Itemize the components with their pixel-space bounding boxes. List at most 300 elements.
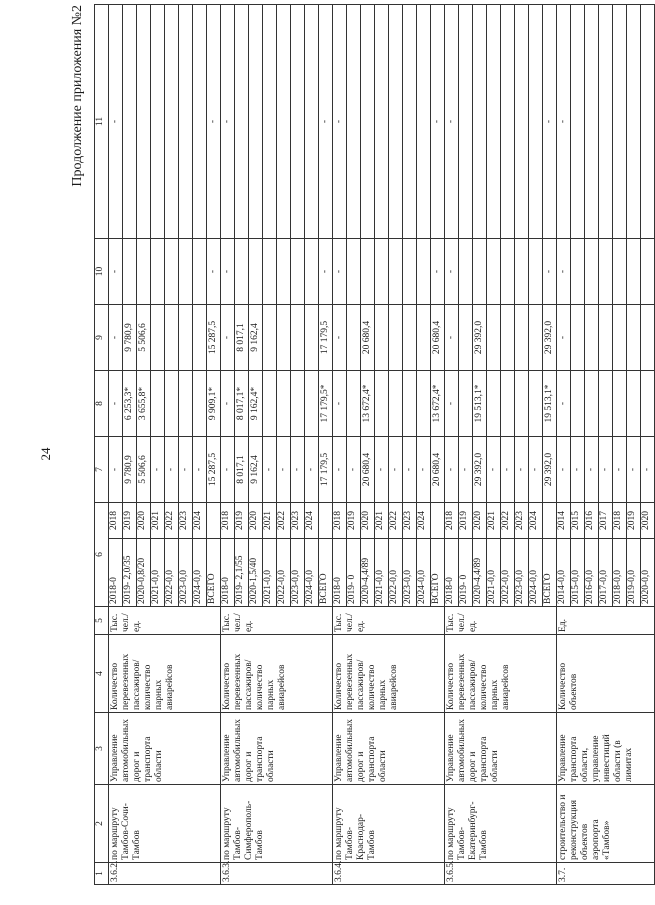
year-label: 2022 xyxy=(501,503,515,539)
year-value: ВСЕГО xyxy=(543,539,557,607)
col8-value xyxy=(417,371,431,437)
col9-value xyxy=(305,305,319,371)
year-value: 2020-4,4/89 xyxy=(361,539,375,607)
year-label: 2020 xyxy=(249,503,263,539)
col7-value: - xyxy=(501,437,515,503)
item-name: по маршруту Тамбов-Краснодар-Тамбов xyxy=(333,785,445,863)
col10-value: - xyxy=(431,239,445,305)
year-label xyxy=(431,503,445,539)
year-label: 2024 xyxy=(529,503,543,539)
col8-value xyxy=(627,371,641,437)
col7-value: - xyxy=(585,437,599,503)
col9-value xyxy=(613,305,627,371)
col8-value xyxy=(291,371,305,437)
year-label: 2016 xyxy=(585,503,599,539)
col7-value: - xyxy=(347,437,361,503)
col9-value xyxy=(179,305,193,371)
col8-value xyxy=(515,371,529,437)
col11-value xyxy=(389,5,403,239)
year-label: 2018 xyxy=(445,503,459,539)
header-cell-5: 5 xyxy=(95,607,109,635)
item-executor: Управление автомобильных дорог и транспорта области xyxy=(445,713,557,785)
table-row xyxy=(221,5,235,885)
col9-value: - xyxy=(445,305,459,371)
year-value: 2023-0,0 xyxy=(291,539,305,607)
year-value: 2018-0 xyxy=(445,539,459,607)
col11-value xyxy=(361,5,375,239)
header-cell-2: 2 xyxy=(95,785,109,863)
year-value: ВСЕГО xyxy=(207,539,221,607)
col8-value: 13 672,4* xyxy=(361,371,375,437)
col9-value xyxy=(487,305,501,371)
col9-value xyxy=(277,305,291,371)
table-row xyxy=(557,5,571,885)
col9-value: - xyxy=(221,305,235,371)
col11-value: - xyxy=(221,5,235,239)
col8-value xyxy=(571,371,585,437)
col8-value: - xyxy=(109,371,123,437)
col7-value: 20 680,4 xyxy=(431,437,445,503)
col9-value xyxy=(501,305,515,371)
year-label: 2019 xyxy=(347,503,361,539)
col8-value: - xyxy=(557,371,571,437)
item-number: 3.6.4. xyxy=(333,863,445,885)
col9-value: 15 287,5 xyxy=(207,305,221,371)
header-cell-9: 9 xyxy=(95,305,109,371)
appendix-caption: Продолжение приложения №2 xyxy=(70,5,85,187)
col8-value: - xyxy=(221,371,235,437)
col8-value xyxy=(151,371,165,437)
col7-value: - xyxy=(599,437,613,503)
year-label xyxy=(543,503,557,539)
col9-value: - xyxy=(557,305,571,371)
col8-value xyxy=(389,371,403,437)
item-unit: Тыс. чел./ ед. xyxy=(109,607,221,635)
col7-value: - xyxy=(417,437,431,503)
year-value: 2019-0,0 xyxy=(627,539,641,607)
year-label: 2024 xyxy=(305,503,319,539)
header-cell-1: 1 xyxy=(95,863,109,885)
col10-value xyxy=(361,239,375,305)
col8-value: 3 655,8* xyxy=(137,371,151,437)
col9-value: 20 680,4 xyxy=(361,305,375,371)
item-unit: Ед. xyxy=(557,607,655,635)
col9-value xyxy=(263,305,277,371)
col7-value: - xyxy=(291,437,305,503)
col10-value: - xyxy=(445,239,459,305)
col10-value: - xyxy=(319,239,333,305)
col8-value xyxy=(403,371,417,437)
col9-value xyxy=(529,305,543,371)
item-name: по маршруту Тамбов-Сочи-Тамбов xyxy=(109,785,221,863)
year-label: 2019 xyxy=(235,503,249,539)
year-value: 2020-0,8/20 xyxy=(137,539,151,607)
item-unit: Тыс. чел./ ед. xyxy=(333,607,445,635)
col10-value: - xyxy=(109,239,123,305)
col8-value xyxy=(529,371,543,437)
year-value: 2021-0,0 xyxy=(151,539,165,607)
col7-value: - xyxy=(221,437,235,503)
col8-value: 9 162,4* xyxy=(249,371,263,437)
year-value: 2023-0,0 xyxy=(515,539,529,607)
col11-value: - xyxy=(431,5,445,239)
col10-value xyxy=(263,239,277,305)
col11-value xyxy=(305,5,319,239)
col11-value xyxy=(263,5,277,239)
col11-value: - xyxy=(543,5,557,239)
header-cell-10: 10 xyxy=(95,239,109,305)
col7-value: - xyxy=(333,437,347,503)
year-label: 2024 xyxy=(193,503,207,539)
col10-value xyxy=(599,239,613,305)
col9-value xyxy=(571,305,585,371)
year-value: 2024-0,0 xyxy=(529,539,543,607)
year-value: ВСЕГО xyxy=(319,539,333,607)
col9-value xyxy=(193,305,207,371)
header-row xyxy=(95,5,109,885)
col9-value xyxy=(291,305,305,371)
col7-value: - xyxy=(613,437,627,503)
col9-value xyxy=(375,305,389,371)
table-row xyxy=(333,5,347,885)
col9-value xyxy=(403,305,417,371)
item-number: 3.6.3. xyxy=(221,863,333,885)
col8-value xyxy=(277,371,291,437)
item-name: по маршруту Тамбов-Екатеринбург-Тамбов xyxy=(445,785,557,863)
col8-value xyxy=(459,371,473,437)
col10-value: - xyxy=(333,239,347,305)
col8-value: 17 179,5* xyxy=(319,371,333,437)
year-value: 2019- 2,1/55 xyxy=(235,539,249,607)
col10-value xyxy=(459,239,473,305)
year-label: 2021 xyxy=(151,503,165,539)
col9-value xyxy=(347,305,361,371)
col10-value xyxy=(165,239,179,305)
col9-value: 5 506,6 xyxy=(137,305,151,371)
year-value: 2022-0,0 xyxy=(277,539,291,607)
col7-value: - xyxy=(179,437,193,503)
col11-value: - xyxy=(333,5,347,239)
col11-value xyxy=(165,5,179,239)
item-indicator: Количество перевезенных пассажиров/ количество парных авиарейсов xyxy=(221,635,333,713)
year-label: 2018 xyxy=(333,503,347,539)
col8-value: 8 017,1* xyxy=(235,371,249,437)
col11-value xyxy=(347,5,361,239)
header-cell-6: 6 xyxy=(95,503,109,607)
item-executor: Управление автомобильных дорог и транспорта области xyxy=(221,713,333,785)
col10-value: - xyxy=(221,239,235,305)
item-indicator: Количество перевезенных пассажиров/количество парных авиарейсов xyxy=(445,635,557,713)
col10-value xyxy=(585,239,599,305)
col11-value xyxy=(291,5,305,239)
col11-value xyxy=(193,5,207,239)
item-executor: Управление транспорта области, управление инвестиций области (в лимитах xyxy=(557,713,655,785)
year-label: 2023 xyxy=(403,503,417,539)
year-value: 2023-0,0 xyxy=(403,539,417,607)
col10-value xyxy=(123,239,137,305)
col10-value xyxy=(501,239,515,305)
year-label xyxy=(207,503,221,539)
col9-value xyxy=(515,305,529,371)
col9-value xyxy=(459,305,473,371)
col10-value xyxy=(375,239,389,305)
year-value: 2023-0,0 xyxy=(179,539,193,607)
item-indicator: Количество перевезенных пассажиров/количество парных авиарейсов xyxy=(333,635,445,713)
col8-value: - xyxy=(445,371,459,437)
col11-value: - xyxy=(445,5,459,239)
col7-value: 29 392,0 xyxy=(473,437,487,503)
year-value: 2022-0,0 xyxy=(501,539,515,607)
item-name: строительство и реконструкция объектов аэропорта «Тамбов» xyxy=(557,785,655,863)
col10-value xyxy=(529,239,543,305)
col10-value xyxy=(235,239,249,305)
col7-value: - xyxy=(459,437,473,503)
col9-value xyxy=(585,305,599,371)
col10-value xyxy=(417,239,431,305)
col8-value xyxy=(263,371,277,437)
col9-value xyxy=(599,305,613,371)
col11-value xyxy=(403,5,417,239)
col8-value xyxy=(165,371,179,437)
col8-value: - xyxy=(333,371,347,437)
item-unit: Тыс. чел./ ед. xyxy=(445,607,557,635)
header-cell-8: 8 xyxy=(95,371,109,437)
year-value: 2022-0,0 xyxy=(165,539,179,607)
col7-value: - xyxy=(263,437,277,503)
col7-value: 17 179,5 xyxy=(319,437,333,503)
col9-value: 29 392,0 xyxy=(473,305,487,371)
col7-value: - xyxy=(305,437,319,503)
year-label: 2023 xyxy=(179,503,193,539)
col9-value: 9 780,9 xyxy=(123,305,137,371)
year-value: 2021-0,0 xyxy=(263,539,277,607)
year-label: 2021 xyxy=(487,503,501,539)
col7-value: - xyxy=(571,437,585,503)
year-value: 2019- 0 xyxy=(459,539,473,607)
col8-value: 19 513,1* xyxy=(473,371,487,437)
col8-value: 19 513,1* xyxy=(543,371,557,437)
col7-value: 8 017,1 xyxy=(235,437,249,503)
year-value: 2019- 2,0/35 xyxy=(123,539,137,607)
col9-value: 8 017,1 xyxy=(235,305,249,371)
rotated-page xyxy=(70,5,652,885)
col11-value xyxy=(375,5,389,239)
year-label: 2022 xyxy=(389,503,403,539)
col7-value: - xyxy=(375,437,389,503)
col7-value: - xyxy=(487,437,501,503)
col7-value: 9 162,4 xyxy=(249,437,263,503)
year-label: 2020 xyxy=(473,503,487,539)
col10-value xyxy=(613,239,627,305)
year-label: 2015 xyxy=(571,503,585,539)
col11-value xyxy=(515,5,529,239)
col10-value xyxy=(473,239,487,305)
col7-value: 5 506,6 xyxy=(137,437,151,503)
year-value: 2016-0,0 xyxy=(585,539,599,607)
year-value: 2021-0,0 xyxy=(375,539,389,607)
year-value: 2021-0,0 xyxy=(487,539,501,607)
col9-value: - xyxy=(333,305,347,371)
col7-value: - xyxy=(165,437,179,503)
col11-value xyxy=(235,5,249,239)
year-value: 2024-0,0 xyxy=(193,539,207,607)
col10-value xyxy=(249,239,263,305)
year-label: 2019 xyxy=(459,503,473,539)
col11-value xyxy=(627,5,641,239)
col7-value: - xyxy=(109,437,123,503)
col11-value xyxy=(277,5,291,239)
col11-value xyxy=(249,5,263,239)
col8-value xyxy=(305,371,319,437)
col9-value: 20 680,4 xyxy=(431,305,445,371)
table-row xyxy=(445,5,459,885)
year-value: 2018-0 xyxy=(109,539,123,607)
col11-value: - xyxy=(557,5,571,239)
col9-value xyxy=(627,305,641,371)
year-value: 2018-0,0 xyxy=(613,539,627,607)
header-cell-4: 4 xyxy=(95,635,109,713)
col10-value: - xyxy=(557,239,571,305)
year-label: 2020 xyxy=(137,503,151,539)
year-label xyxy=(319,503,333,539)
item-indicator: Количество объектов xyxy=(557,635,655,713)
col8-value: 9 909,1* xyxy=(207,371,221,437)
col9-value: 17 179,5 xyxy=(319,305,333,371)
header-cell-7: 7 xyxy=(95,437,109,503)
col11-value xyxy=(417,5,431,239)
col8-value: 13 672,4* xyxy=(431,371,445,437)
year-value: 2024-0,0 xyxy=(417,539,431,607)
year-value: 2015-0,0 xyxy=(571,539,585,607)
col8-value xyxy=(193,371,207,437)
col8-value xyxy=(613,371,627,437)
col9-value: 9 162,4 xyxy=(249,305,263,371)
item-executor: Управление автомобильных дорог и транспорта области xyxy=(333,713,445,785)
col11-value xyxy=(571,5,585,239)
year-label: 2020 xyxy=(361,503,375,539)
col10-value: - xyxy=(207,239,221,305)
col7-value: 29 392,0 xyxy=(543,437,557,503)
col10-value: - xyxy=(543,239,557,305)
col10-value xyxy=(641,239,655,305)
col11-value xyxy=(459,5,473,239)
header-cell-3: 3 xyxy=(95,713,109,785)
col9-value: - xyxy=(109,305,123,371)
col11-value: - xyxy=(319,5,333,239)
item-number: 3.7. xyxy=(557,863,655,885)
col11-value xyxy=(613,5,627,239)
item-executor: Управление автомобильных дорог и транспорта области xyxy=(109,713,221,785)
col11-value xyxy=(501,5,515,239)
col10-value xyxy=(179,239,193,305)
year-label: 2023 xyxy=(291,503,305,539)
col11-value xyxy=(585,5,599,239)
year-label: 2019 xyxy=(123,503,137,539)
col7-value: 20 680,4 xyxy=(361,437,375,503)
col7-value: - xyxy=(641,437,655,503)
item-unit: Тыс. чел./ ед. xyxy=(221,607,333,635)
year-label: 2014 xyxy=(557,503,571,539)
item-name: по маршруту Тамбов-Симферополь-Тамбов xyxy=(221,785,333,863)
col10-value xyxy=(291,239,305,305)
col10-value xyxy=(305,239,319,305)
col8-value: 6 253,3* xyxy=(123,371,137,437)
col8-value xyxy=(501,371,515,437)
col8-value xyxy=(179,371,193,437)
col11-value xyxy=(473,5,487,239)
item-number: 3.6.5. xyxy=(445,863,557,885)
col9-value xyxy=(165,305,179,371)
col7-value: - xyxy=(627,437,641,503)
year-value: ВСЕГО xyxy=(431,539,445,607)
col8-value xyxy=(487,371,501,437)
col11-value xyxy=(137,5,151,239)
col10-value xyxy=(487,239,501,305)
year-label: 2018 xyxy=(221,503,235,539)
col8-value xyxy=(375,371,389,437)
col10-value xyxy=(571,239,585,305)
col7-value: - xyxy=(557,437,571,503)
col7-value: - xyxy=(515,437,529,503)
year-label: 2018 xyxy=(613,503,627,539)
year-value: 2018-0 xyxy=(333,539,347,607)
table-row xyxy=(109,5,123,885)
col7-value: - xyxy=(445,437,459,503)
col10-value xyxy=(193,239,207,305)
col7-value: - xyxy=(529,437,543,503)
col9-value xyxy=(417,305,431,371)
col7-value: 9 780,9 xyxy=(123,437,137,503)
page-number: 24 xyxy=(38,447,53,461)
col11-value: - xyxy=(109,5,123,239)
col7-value: - xyxy=(193,437,207,503)
year-value: 2024-0,0 xyxy=(305,539,319,607)
col9-value xyxy=(151,305,165,371)
col11-value xyxy=(529,5,543,239)
header-cell-11: 11 xyxy=(95,5,109,239)
col10-value xyxy=(347,239,361,305)
year-value: 2020-0,0 xyxy=(641,539,655,607)
col10-value xyxy=(277,239,291,305)
col8-value xyxy=(641,371,655,437)
year-label: 2023 xyxy=(515,503,529,539)
col10-value xyxy=(515,239,529,305)
col11-value xyxy=(599,5,613,239)
col8-value xyxy=(599,371,613,437)
col10-value xyxy=(627,239,641,305)
col9-value xyxy=(389,305,403,371)
year-label: 2017 xyxy=(599,503,613,539)
col7-value: - xyxy=(277,437,291,503)
col10-value xyxy=(137,239,151,305)
year-label: 2022 xyxy=(165,503,179,539)
year-value: 2020-4,4/89 xyxy=(473,539,487,607)
col7-value: - xyxy=(389,437,403,503)
year-label: 2020 xyxy=(641,503,655,539)
col11-value xyxy=(179,5,193,239)
col11-value: - xyxy=(207,5,221,239)
item-indicator: Количество перевезенных пассажиров/ количество парных авиарейсов xyxy=(109,635,221,713)
col7-value: - xyxy=(151,437,165,503)
year-label: 2022 xyxy=(277,503,291,539)
year-value: 2022-0,0 xyxy=(389,539,403,607)
col9-value: 29 392,0 xyxy=(543,305,557,371)
col11-value xyxy=(487,5,501,239)
year-value: 2017-0,0 xyxy=(599,539,613,607)
program-table xyxy=(94,4,655,885)
year-label: 2024 xyxy=(417,503,431,539)
year-value: 2019- 0 xyxy=(347,539,361,607)
